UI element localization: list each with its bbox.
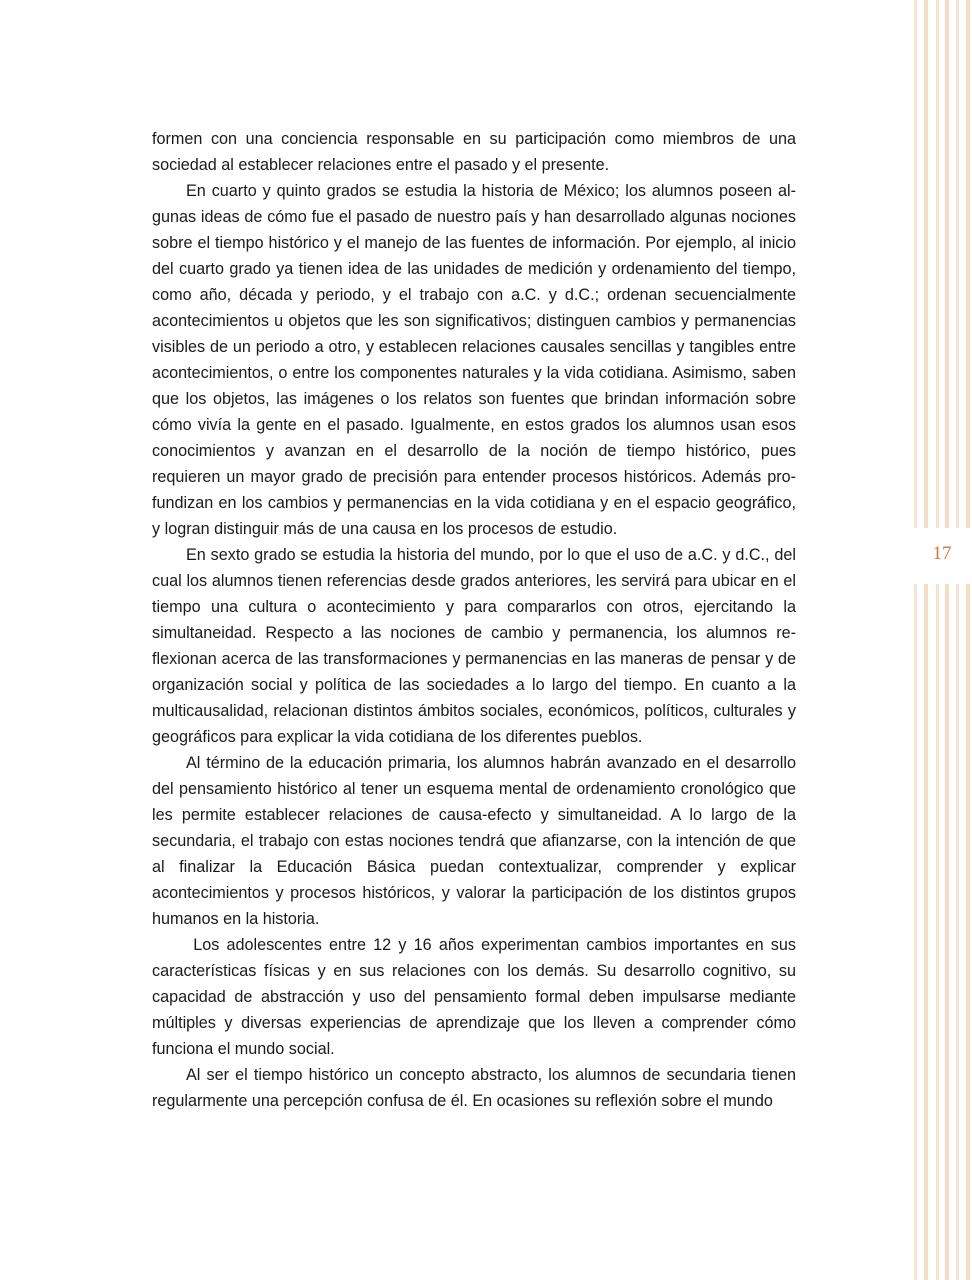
paragraph: Al término de la educación primaria, los alumnos habrán avanzado en el desarrollo del pensamiento histórico al tener un esquema mental de ordenamiento cronológico que les permite establecer relaciones de causa-efecto y simultaneidad. A lo largo de la secundaria, el trabajo con estas nociones tendrá que afianzarse, con la intención de que al finalizar la Educación Básica puedan contextualizar, comprender y explicar acontecimientos y procesos históricos, y valorar la participación de los distintos grupos humanos en la historia. [152, 754, 796, 928]
paragraph: En sexto grado se estudia la historia del mundo, por lo que el uso de a.C. y d.C., del cual los alumnos tienen referencias desde grados anteriores, les servirá para ubicar en el tiempo una cultura o acontecimiento y para compararlos con otros, ejercitando la simultaneidad. Respecto a las nociones de cambio y permanencia, los alumnos reflexionan acerca de las transformaciones y permanencias en las maneras de pensar y de organización social y política de las sociedades a lo largo del tiempo. En cuanto a la multicausalidad, relacionan distintos ámbitos sociales, económicos, políticos, culturales y geográficos para explicar la vida cotidiana de los diferentes pueblos. [152, 546, 796, 746]
margin-stripe [956, 0, 959, 1280]
margin-stripe [966, 0, 970, 1280]
paragraph: En cuarto y quinto grados se estudia la historia de México; los alumnos poseen algunas ideas de cómo fue el pasado de nuestro país y han desarrollado algunas nociones sobre el tiempo histórico y el manejo de las fuentes de información. Por ejemplo, al inicio del cuarto grado ya tienen idea de las unidades de medición y ordenamiento del tiempo, como año, década y periodo, y el trabajo con a.C. y d.C.; ordenan secuencialmente acontecimientos u objetos que les son significativos; distinguen cambios y permanencias visibles de un periodo a otro, y establecen relaciones causales sencillas y tangibles entre acontecimientos, o entre los componentes naturales y la vida cotidiana. Asimismo, saben que los objetos, las imágenes o los relatos son fuentes que brindan información sobre cómo vivía la gente en el pasado. Igualmente, en estos grados los alumnos usan esos conocimientos y avanzan en el desarrollo de la noción de tiempo histórico, pues requieren un mayor grado de precisión para entender procesos históricos. Además profundizan en los cambios y permanencias en la vida cotidiana y en el espacio geográfico, y logran distinguir más de una causa en los procesos de estudio. [152, 182, 796, 538]
margin-stripe [936, 0, 939, 1280]
decorative-margin-stripes [912, 0, 972, 1280]
body-text [152, 126, 796, 1114]
paragraph: Los adolescentes entre 12 y 16 años experimentan cambios importantes en sus características físicas y en sus relaciones con los demás. Su desarrollo cognitivo, su capacidad de abstracción y uso del pensamiento formal deben impulsarse mediante múltiples y diversas experiencias de aprendizaje que los lleven a comprender cómo funciona el mundo social. [152, 936, 796, 1058]
paragraph: formen con una conciencia responsable en su participación como miembros de una sociedad al establecer relaciones entre el pasado y el presente. [152, 130, 796, 174]
margin-stripe [945, 0, 949, 1280]
paragraph: Al ser el tiempo histórico un concepto abstracto, los alumnos de secundaria tienen regularmente una percepción confusa de él. En ocasiones su reflexión sobre el mundo [152, 1066, 796, 1110]
page-number: 17 [932, 543, 952, 564]
margin-stripe [914, 0, 917, 1280]
margin-stripe [924, 0, 928, 1280]
